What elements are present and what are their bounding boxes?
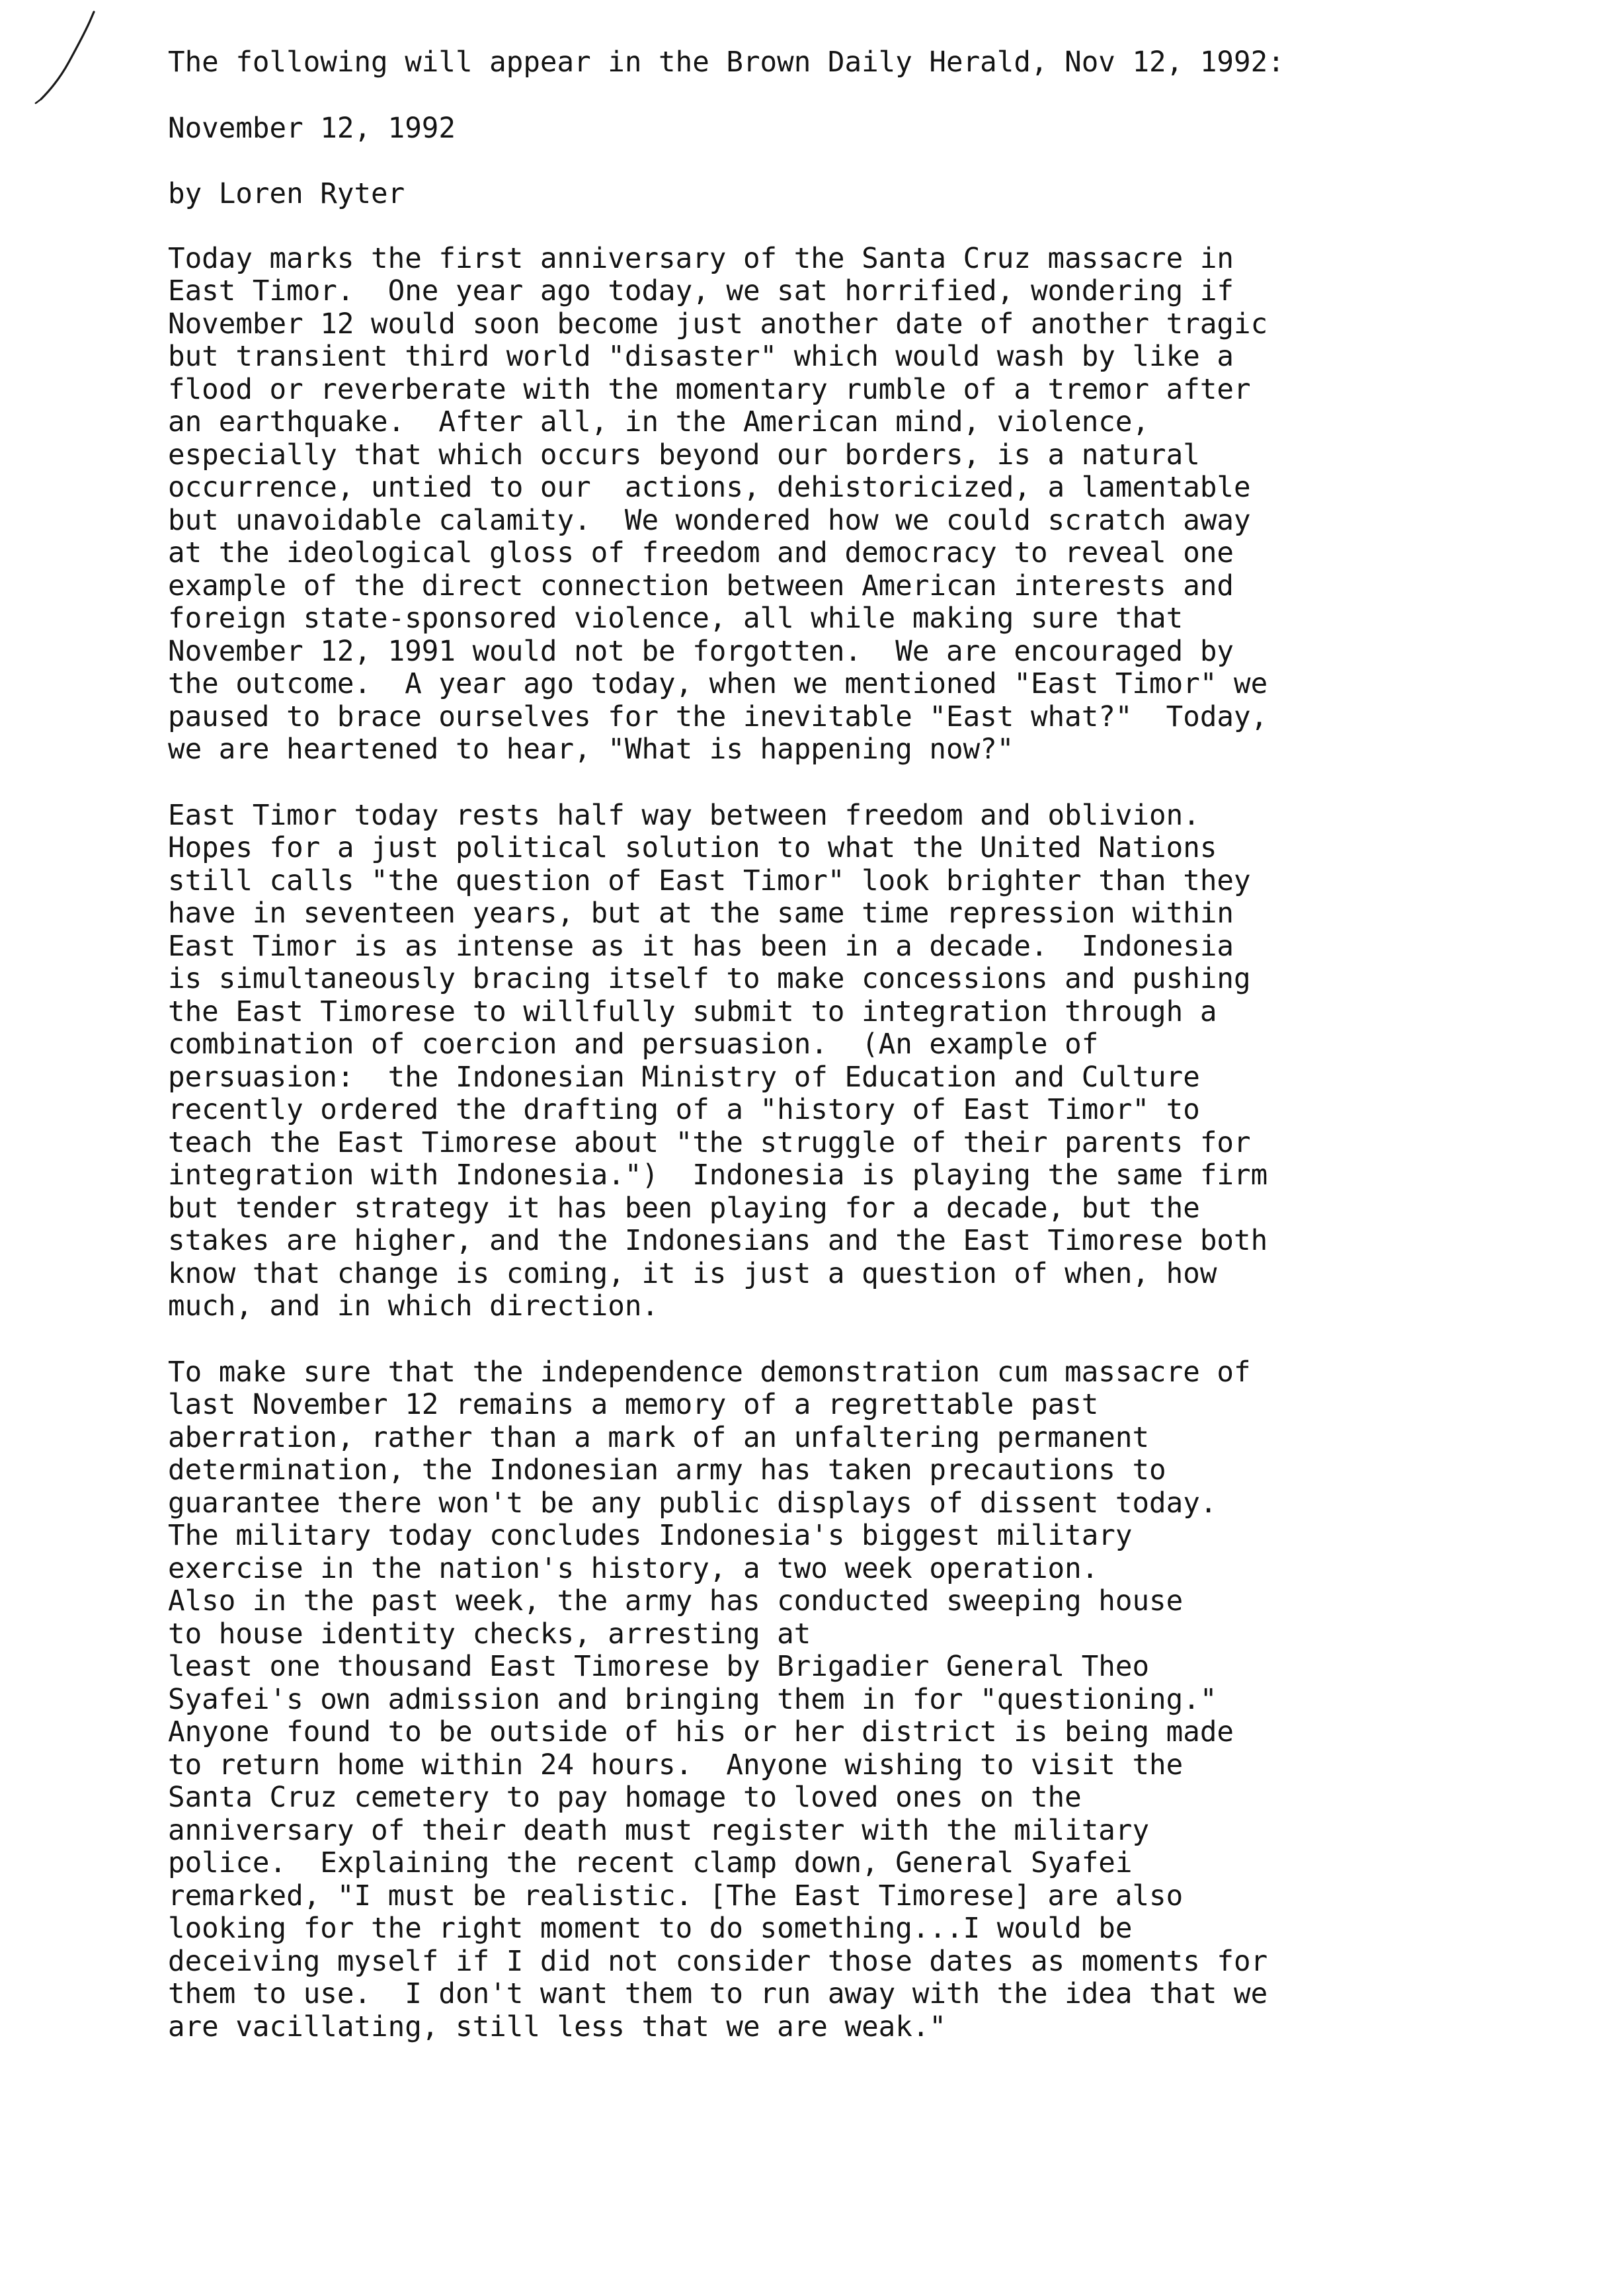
article-text [168, 243, 1556, 2044]
date-line: November 12, 1992 [168, 112, 456, 145]
byline: by Loren Ryter [168, 178, 405, 210]
text-line: East Timor. One year ago today, we sat horrified, wondering if [168, 275, 1234, 308]
text-line: November 12 would soon become just another date of another tragic [168, 308, 1268, 341]
paragraph-1 [168, 243, 1556, 766]
text-line: November 12, 1991 would not be forgotten. We are encouraged by [168, 635, 1234, 668]
text-line: anniversary of their death must register with the military [168, 1814, 1150, 1847]
text-line: Hopes for a just political solution to what the United Nations [168, 832, 1217, 864]
text-line: we are heartened to hear, "What is happening now?" [168, 733, 1014, 766]
text-line: recently ordered the drafting of a "history of East Timor" to [168, 1094, 1200, 1126]
text-line: Anyone found to be outside of his or her district is being made [168, 1716, 1234, 1748]
paragraph-2 [168, 800, 1556, 1323]
text-line: much, and in which direction. [168, 1290, 659, 1323]
handwritten-slash-mark [26, 7, 106, 106]
text-line: know that change is coming, it is just a question of when, how [168, 1257, 1217, 1290]
text-line: East Timor today rests half way between freedom and oblivion. [168, 799, 1200, 832]
text-line: East Timor is as intense as it has been in a decade. Indonesia [168, 930, 1234, 963]
text-line: the outcome. A year ago today, when we mentioned "East Timor" we [168, 668, 1268, 700]
document-body [168, 46, 1556, 2043]
text-line: example of the direct connection between American interests and [168, 569, 1234, 602]
text-line: stakes are higher, and the Indonesians and the East Timorese both [168, 1225, 1268, 1257]
text-line: them to use. I don't want them to run away with the idea that we [168, 1978, 1268, 2010]
text-line: but tender strategy it has been playing for a decade, but the [168, 1192, 1200, 1225]
text-line: Syafei's own admission and bringing them in for "questioning." [168, 1683, 1217, 1716]
text-line: teach the East Timorese about "the struggle of their parents for [168, 1126, 1251, 1159]
paragraph-3 [168, 1356, 1556, 2044]
text-line: To make sure that the independence demonstration cum massacre of [168, 1356, 1251, 1389]
text-line: integration with Indonesia.") Indonesia is playing the same firm [168, 1159, 1268, 1192]
text-line: aberration, rather than a mark of an unfaltering permanent [168, 1421, 1150, 1454]
text-line: looking for the right moment to do something...I would be [168, 1912, 1133, 1945]
text-line: combination of coercion and persuasion. (An example of [168, 1028, 1099, 1061]
text-line: is simultaneously bracing itself to make concessions and pushing [168, 963, 1251, 995]
text-line: to house identity checks, arresting at [168, 1618, 811, 1651]
text-line: especially that which occurs beyond our borders, is a natural [168, 438, 1200, 472]
text-line: persuasion: the Indonesian Ministry of Education and Culture [168, 1061, 1200, 1094]
text-line: guarantee there won't be any public displays of dissent today. [168, 1487, 1217, 1520]
text-line: have in seventeen years, but at the same time repression within [168, 897, 1234, 930]
text-line: occurrence, untied to our actions, dehistoricized, a lamentable [168, 472, 1251, 504]
text-line: but transient third world "disaster" which would wash by like a [168, 341, 1234, 373]
text-line: to return home within 24 hours. Anyone wishing to visit the [168, 1748, 1184, 1782]
text-line: Today marks the first anniversary of the Santa Cruz massacre in [168, 242, 1234, 275]
text-line: least one thousand East Timorese by Brigadier General Theo [168, 1651, 1150, 1683]
text-line: an earthquake. After all, in the American mind, violence, [168, 406, 1150, 438]
announcement-line: The following will appear in the Brown Daily Herald, Nov 12, 1992: [168, 46, 1285, 79]
text-line: last November 12 remains a memory of a regrettable past [168, 1389, 1099, 1421]
text-line: foreign state-sponsored violence, all while making sure that [168, 602, 1184, 635]
text-line: are vacillating, still less that we are weak." [168, 2010, 947, 2043]
text-line: Also in the past week, the army has conducted sweeping house [168, 1585, 1184, 1618]
text-line: flood or reverberate with the momentary rumble of a tremor after [168, 373, 1251, 406]
text-line: police. Explaining the recent clamp down, General Syafei [168, 1847, 1133, 1879]
text-line: still calls "the question of East Timor" look brighter than they [168, 864, 1251, 897]
text-line: but unavoidable calamity. We wondered how we could scratch away [168, 504, 1251, 537]
text-line: remarked, "I must be realistic. [The East Timorese] are also [168, 1879, 1184, 1912]
text-line: Santa Cruz cemetery to pay homage to loved ones on the [168, 1782, 1082, 1814]
text-line: the East Timorese to willfully submit to integration through a [168, 995, 1217, 1028]
text-line: at the ideological gloss of freedom and democracy to reveal one [168, 537, 1234, 569]
text-line: determination, the Indonesian army has taken precautions to [168, 1454, 1166, 1487]
text-line: deceiving myself if I did not consider those dates as moments for [168, 1945, 1268, 1978]
text-line: exercise in the nation's history, a two week operation. [168, 1552, 1099, 1585]
text-line: The military today concludes Indonesia's biggest military [168, 1520, 1133, 1552]
text-line: paused to brace ourselves for the inevitable "East what?" Today, [168, 700, 1268, 733]
